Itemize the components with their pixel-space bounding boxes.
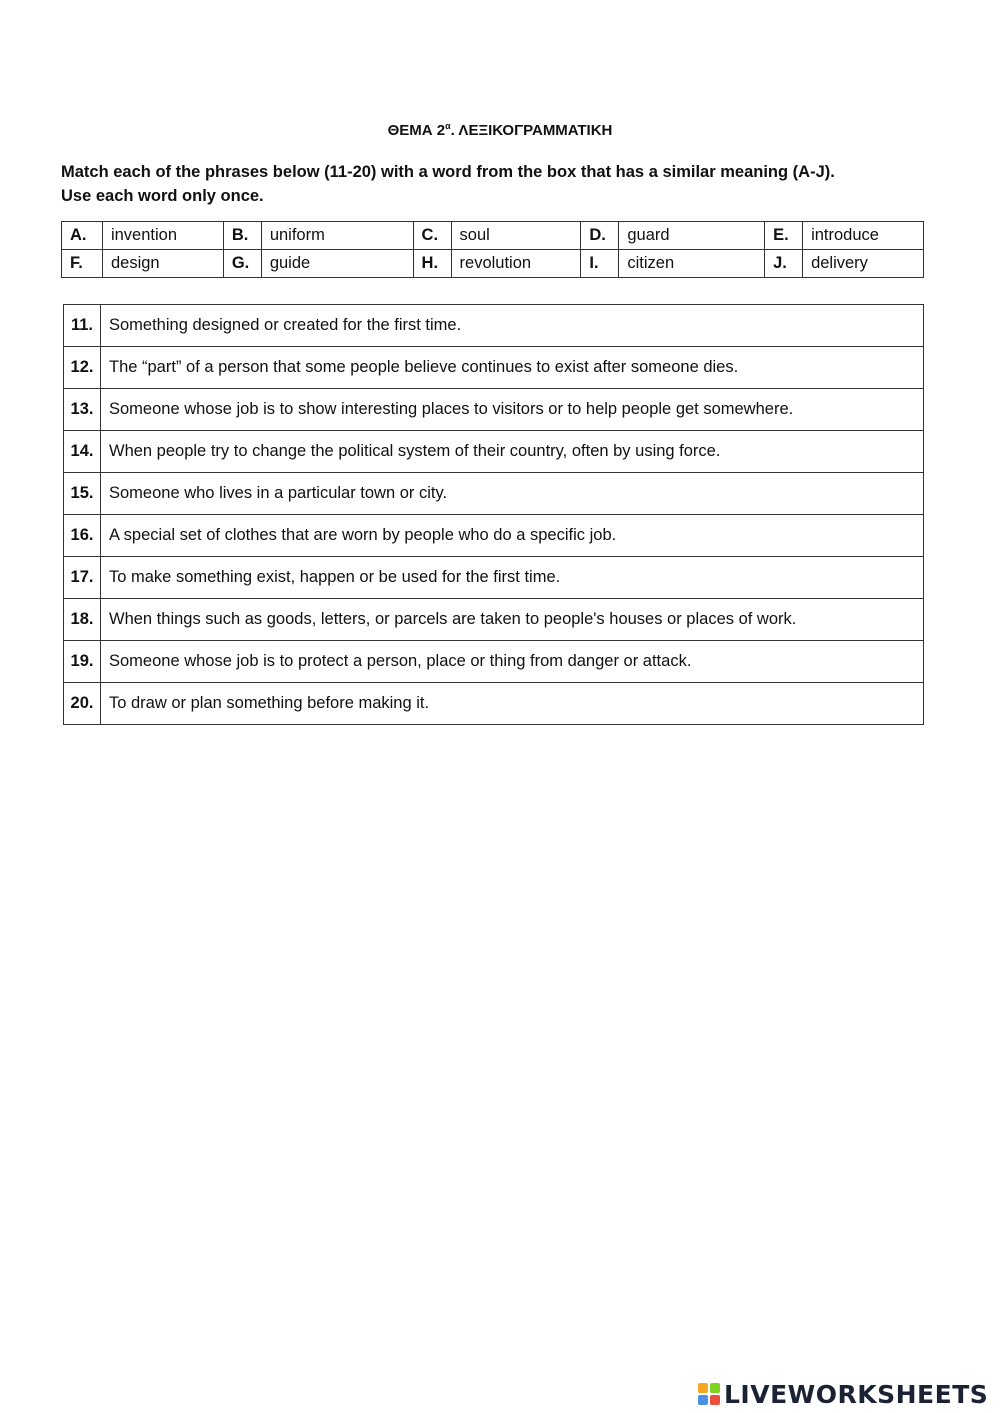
word-letter: H. — [413, 250, 451, 278]
word-letter: J. — [765, 250, 803, 278]
phrase-number: 15. — [64, 473, 101, 515]
phrase-text: To draw or plan something before making it. — [101, 683, 924, 725]
word-box — [61, 221, 924, 278]
word-letter: G. — [223, 250, 261, 278]
heading-rest: . ΛΕΞΙΚΟΓΡΑΜΜΑΤΙΚΗ — [450, 122, 613, 139]
phrase-text: Something designed or created for the first time. — [101, 305, 924, 347]
logo-mark-cell — [698, 1383, 708, 1393]
instructions — [61, 160, 941, 208]
phrase-number: 18. — [64, 599, 101, 641]
word-option: delivery — [803, 250, 924, 278]
phrases-table — [63, 304, 924, 725]
word-letter: E. — [765, 222, 803, 250]
liveworksheets-logo[interactable] — [698, 1376, 988, 1412]
phrase-row — [64, 641, 924, 683]
word-option: citizen — [619, 250, 765, 278]
word-letter: I. — [581, 250, 619, 278]
logo-mark-cell — [698, 1395, 708, 1405]
phrase-number: 11. — [64, 305, 101, 347]
phrase-row — [64, 599, 924, 641]
phrase-row — [64, 347, 924, 389]
phrase-number: 12. — [64, 347, 101, 389]
word-option: uniform — [261, 222, 413, 250]
word-letter: C. — [413, 222, 451, 250]
word-box-row — [62, 250, 924, 278]
phrase-number: 20. — [64, 683, 101, 725]
section-heading — [0, 121, 1000, 139]
phrase-number: 13. — [64, 389, 101, 431]
word-option: invention — [102, 222, 223, 250]
logo-mark-cell — [710, 1383, 720, 1393]
word-option: revolution — [451, 250, 581, 278]
phrase-number: 14. — [64, 431, 101, 473]
phrase-row — [64, 389, 924, 431]
word-letter: D. — [581, 222, 619, 250]
heading-main: ΘΕΜΑ 2 — [387, 122, 446, 139]
word-option: design — [102, 250, 223, 278]
word-letter: F. — [62, 250, 103, 278]
phrase-row — [64, 431, 924, 473]
heading-superscript: α — [445, 121, 451, 131]
logo-mark-icon — [698, 1383, 720, 1405]
phrase-text: The “part” of a person that some people believe continues to exist after someone dies. — [101, 347, 924, 389]
word-box-row — [62, 222, 924, 250]
instructions-line-2: Use each word only once. — [61, 187, 264, 205]
phrase-text: Someone whose job is to protect a person, place or thing from danger or attack. — [101, 641, 924, 683]
word-option: introduce — [803, 222, 924, 250]
word-letter: B. — [223, 222, 261, 250]
phrase-text: Someone who lives in a particular town or city. — [101, 473, 924, 515]
logo-text: LIVEWORKSHEETS — [724, 1379, 989, 1409]
phrase-row — [64, 515, 924, 557]
phrase-text: Someone whose job is to show interesting places to visitors or to help people get somewhere. — [101, 389, 924, 431]
phrase-text: A special set of clothes that are worn by people who do a specific job. — [101, 515, 924, 557]
phrase-row — [64, 557, 924, 599]
phrase-text: To make something exist, happen or be used for the first time. — [101, 557, 924, 599]
phrase-text: When things such as goods, letters, or parcels are taken to people's houses or places of work. — [101, 599, 924, 641]
phrase-row — [64, 305, 924, 347]
word-letter: A. — [62, 222, 103, 250]
phrase-text: When people try to change the political system of their country, often by using force. — [101, 431, 924, 473]
phrase-number: 16. — [64, 515, 101, 557]
instructions-line-1: Match each of the phrases below (11-20) with a word from the box that has a similar meaning (A-J). — [61, 163, 835, 181]
word-option: guard — [619, 222, 765, 250]
phrase-number: 19. — [64, 641, 101, 683]
word-option: soul — [451, 222, 581, 250]
phrase-row — [64, 473, 924, 515]
logo-mark-cell — [710, 1395, 720, 1405]
phrase-number: 17. — [64, 557, 101, 599]
word-option: guide — [261, 250, 413, 278]
phrase-row — [64, 683, 924, 725]
